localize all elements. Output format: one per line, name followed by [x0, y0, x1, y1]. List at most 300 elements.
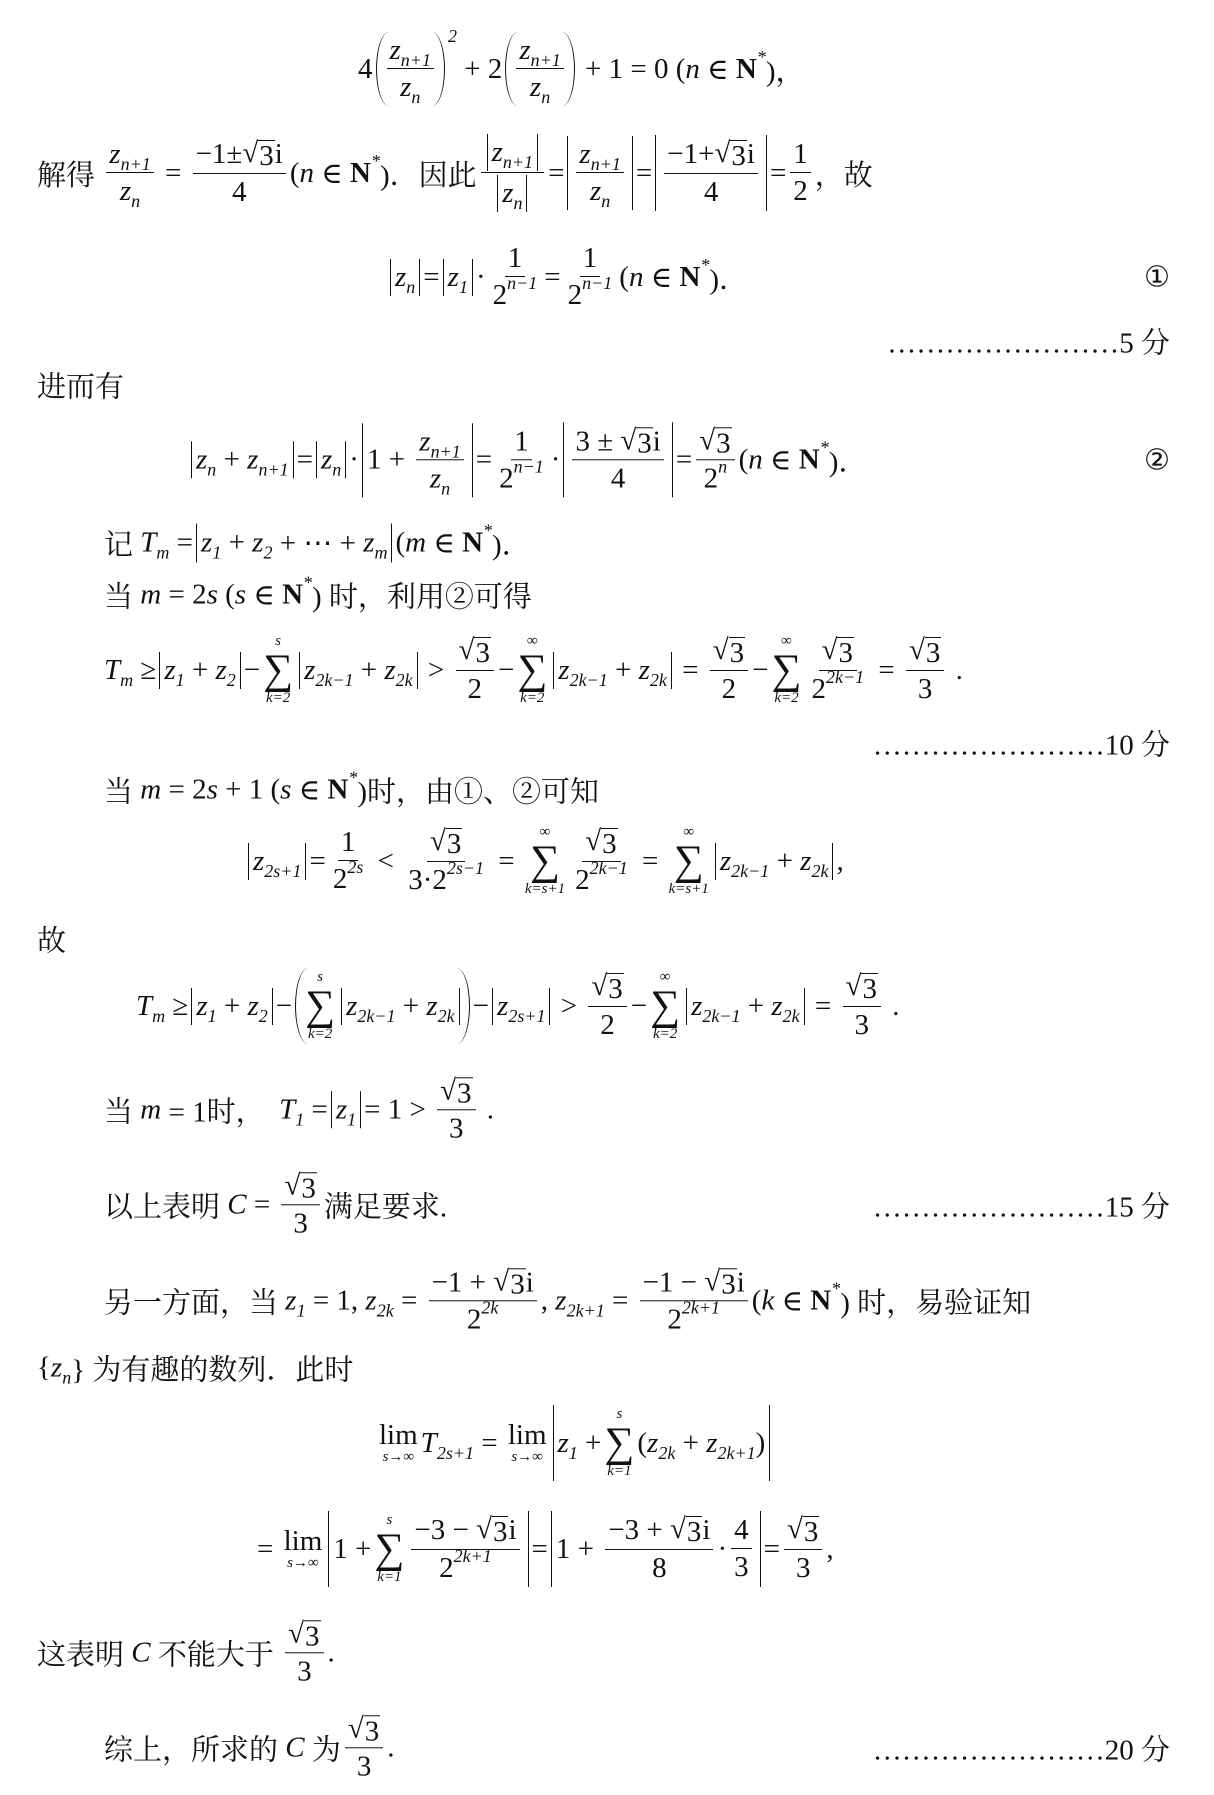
math-text: 为: [304, 1734, 341, 1767]
numerator: [582, 825, 620, 861]
solution-line: [104, 767, 600, 811]
radical-sign: √: [714, 137, 731, 170]
math-symbol: [691, 989, 741, 1026]
square-root: [620, 424, 652, 458]
superscript: *: [483, 520, 493, 541]
sigma-symbol: ∑: [530, 838, 560, 884]
math-text: (: [395, 526, 406, 559]
symbol-base: N: [810, 1284, 832, 1317]
math-symbol: [349, 150, 380, 190]
subscript: n: [513, 193, 523, 213]
symbol-base: z: [50, 1351, 63, 1384]
fraction: [696, 424, 734, 495]
absolute-value: [331, 1092, 361, 1129]
math-text: =: [423, 260, 440, 293]
solution-line: [37, 1617, 335, 1688]
summation: [604, 1407, 634, 1479]
math-symbol: [492, 273, 538, 312]
math-text: ,: [826, 1532, 834, 1565]
math-symbol: [285, 1284, 306, 1321]
fraction: [640, 1265, 748, 1336]
radical-sign: √: [908, 634, 925, 667]
symbol-base: z: [529, 71, 542, 103]
math-text: 1: [793, 138, 808, 170]
summation: [305, 970, 335, 1042]
symbol-base: N: [462, 526, 484, 559]
numerator: [731, 1514, 752, 1549]
solution-line: [37, 919, 66, 960]
radicand: 3: [492, 1516, 508, 1549]
subscript: n: [332, 459, 342, 480]
symbol-base: z: [519, 34, 531, 66]
subscript: n+1: [530, 50, 561, 70]
lim-subscript: s→∞: [511, 1449, 543, 1466]
math-text: 1 +: [366, 443, 413, 476]
square-root: [909, 634, 941, 668]
math-text: 综上，所求的: [104, 1734, 286, 1767]
superscript: *: [370, 150, 380, 171]
math-text: 4: [703, 175, 719, 208]
math-text: ∈: [426, 527, 463, 560]
math-text: ·: [349, 443, 359, 476]
symbol-base: C: [285, 1731, 305, 1764]
sigma-symbol: ∑: [305, 983, 336, 1029]
math-text: =: [393, 1284, 425, 1317]
math-symbol: [332, 857, 364, 896]
math-text: 这表明: [37, 1639, 132, 1672]
subscript: 2k+1: [717, 1442, 756, 1463]
solution-line: [245, 825, 844, 897]
math-text: −: [630, 989, 648, 1022]
absolute-value: [196, 524, 392, 563]
summation: [263, 634, 293, 706]
denominator: [597, 1007, 618, 1042]
radicand: 3: [803, 1516, 819, 1549]
summation: [650, 970, 680, 1042]
denominator: [436, 1545, 495, 1585]
radicand: 3: [729, 637, 745, 670]
fraction: [481, 134, 544, 212]
symbol-base: z: [426, 989, 438, 1022]
math-symbol: [529, 71, 551, 107]
absolute-value: [341, 988, 460, 1025]
math-text: 8: [652, 1551, 667, 1584]
symbol-base: z: [119, 175, 132, 207]
denominator: [405, 857, 487, 897]
symbol-base: z: [215, 653, 227, 686]
math-symbol: [555, 1284, 605, 1321]
numerator: [843, 970, 881, 1006]
square-root: [476, 1513, 508, 1547]
radical-sign: √: [591, 970, 608, 1003]
math-symbol: [252, 526, 273, 563]
fraction: [565, 242, 616, 312]
math-text: ∈: [314, 157, 350, 190]
sigma-symbol: ∑: [650, 983, 681, 1029]
math-text: 当: [104, 776, 141, 809]
math-text: 进而有: [37, 371, 125, 404]
radical-sign: √: [787, 1513, 803, 1546]
symbol-base: s: [234, 578, 247, 611]
math-text: +: [577, 1426, 602, 1459]
symbol-base: z: [253, 844, 265, 877]
math-symbol: [280, 774, 291, 807]
math-text: =: [257, 1532, 281, 1565]
math-symbol: [420, 1426, 474, 1463]
fraction: [490, 242, 541, 312]
absolute-value: [686, 988, 805, 1025]
math-text: )．: [828, 446, 868, 479]
symbol-base: N: [349, 156, 371, 189]
math-text: +: [221, 526, 253, 559]
symbol-base: z: [252, 526, 264, 559]
sigma-symbol: ∑: [673, 838, 704, 884]
math-text: i: [274, 138, 283, 170]
denominator: [587, 173, 613, 211]
math-text: ) 时，利用②可得: [312, 581, 532, 614]
superscript: 2s: [347, 857, 364, 877]
fraction: [405, 825, 487, 896]
math-text: = 2: [161, 578, 207, 611]
math-text: =: [246, 1188, 278, 1221]
math-text: 3: [734, 1551, 749, 1583]
symbol-base: z: [558, 653, 570, 686]
math-text: i: [508, 1514, 517, 1546]
symbol-base: z: [400, 71, 412, 103]
superscript: *: [831, 1278, 841, 1299]
fraction: [411, 1513, 519, 1584]
math-text: −: [497, 653, 515, 686]
math-text: =: [763, 1532, 780, 1565]
subscript: n: [406, 276, 416, 297]
sum-upper: ∞: [539, 824, 551, 840]
math-text: 3: [356, 1750, 372, 1783]
math-text: +: [769, 844, 801, 877]
subscript: n: [411, 87, 421, 107]
math-text: ∈: [643, 261, 680, 294]
symbol-base: n: [685, 52, 700, 85]
math-symbol: [164, 653, 185, 690]
math-text: ): [755, 1426, 766, 1459]
math-text: (: [751, 1284, 762, 1317]
math-text: =: [309, 844, 326, 877]
symbol-base: T: [420, 1426, 437, 1459]
square-root: [714, 137, 746, 171]
math-symbol: [285, 1732, 304, 1765]
fraction: [572, 424, 663, 495]
symbol-base: z: [719, 844, 732, 877]
math-text: + 1 (: [217, 773, 281, 806]
subscript: 2: [263, 542, 273, 563]
denominator: [229, 174, 250, 209]
math-text: )，: [765, 55, 805, 88]
fraction: [588, 970, 626, 1041]
math-symbol: [502, 177, 523, 213]
superscript: 2k: [481, 1297, 499, 1318]
math-text: i: [746, 138, 755, 170]
math-text: =: [675, 443, 693, 476]
solution-line: [136, 968, 899, 1044]
numerator: [106, 138, 153, 173]
numerator: [710, 634, 748, 670]
math-symbol: [800, 844, 829, 881]
radical-sign: √: [712, 634, 729, 667]
denominator: [701, 456, 731, 496]
math-text: =: [157, 156, 189, 189]
subscript: 2k: [437, 1005, 455, 1026]
subscript: 2k: [811, 860, 829, 881]
absolute-value: [497, 175, 527, 212]
numerator: [664, 137, 758, 173]
denominator: [491, 173, 533, 212]
solution-line: [358, 26, 805, 107]
summation: [669, 825, 709, 897]
symbol-base: z: [196, 443, 208, 476]
fraction: [710, 634, 748, 705]
math-text: 1: [582, 242, 598, 274]
math-text: 2: [793, 175, 808, 207]
math-text: 另一方面，当: [104, 1287, 286, 1320]
sum-upper: ∞: [526, 633, 538, 649]
absolute-value: [487, 134, 538, 171]
numerator: [456, 634, 494, 670]
solution-line: [376, 1405, 773, 1481]
numerator: [416, 425, 463, 460]
math-symbol: [647, 1426, 676, 1463]
subscript: 1: [458, 276, 468, 297]
sum-lower: k=2: [307, 1026, 333, 1042]
absolute-value: [443, 259, 473, 296]
math-symbol: [304, 653, 354, 690]
symbol-base: N: [798, 443, 820, 476]
math-text: >: [553, 989, 585, 1022]
numerator: [640, 1265, 748, 1301]
subscript: 2k+1: [566, 1300, 605, 1321]
square-root: [787, 1513, 819, 1547]
fraction: [790, 138, 811, 208]
absolute-value: [390, 259, 420, 296]
subscript: n+1: [430, 441, 461, 461]
math-text: ，故: [814, 159, 873, 192]
math-symbol: [567, 273, 613, 312]
math-symbol: [439, 1545, 492, 1585]
math-text: 1 +: [333, 1532, 372, 1565]
square-root: [288, 1617, 320, 1651]
numerator: [906, 634, 944, 670]
math-symbol: [810, 1278, 841, 1318]
numerator: [572, 424, 663, 460]
math-symbol: [227, 1189, 246, 1222]
math-text: (: [637, 1426, 648, 1459]
absolute-value: [655, 135, 767, 210]
math-symbol: [590, 175, 611, 211]
fraction: [576, 138, 623, 211]
equation-number: ②: [1144, 444, 1170, 477]
math-text: =: [769, 156, 787, 189]
symbol-base: z: [395, 260, 407, 293]
math-text: 故: [37, 925, 67, 958]
subscript: 2k: [395, 669, 413, 690]
sum-lower: k=s+1: [668, 881, 709, 897]
sum-lower: k=1: [377, 1569, 402, 1585]
lim-label: lim: [283, 1524, 323, 1557]
superscript: n−1: [507, 273, 538, 293]
radicand: 3: [716, 427, 731, 460]
denominator: [793, 1550, 814, 1585]
limit: [284, 1526, 323, 1572]
math-symbol: [395, 260, 416, 297]
sigma-symbol: ∑: [604, 1420, 635, 1466]
symbol-base: z: [384, 653, 396, 686]
math-text: } 为有趣的数列．此时: [71, 1354, 354, 1387]
score-marker: ……………………5 分: [887, 327, 1170, 360]
math-text: ∈: [291, 774, 328, 807]
subscript: 1: [568, 1442, 578, 1463]
math-symbol: [327, 767, 358, 807]
math-symbol: [575, 857, 628, 897]
symbol-base: m: [140, 1093, 162, 1126]
fraction: [784, 1513, 822, 1584]
symbol-base: s: [206, 578, 218, 611]
numerator: [505, 242, 526, 277]
subscript: m: [120, 669, 134, 690]
radical-sign: √: [699, 424, 716, 457]
square-root: [699, 424, 731, 458]
math-text: ≥: [165, 989, 189, 1022]
symbol-base: k: [761, 1284, 775, 1317]
subscript: 2k: [376, 1300, 394, 1321]
fraction: [437, 1074, 475, 1145]
math-text: = 1时，: [161, 1096, 280, 1129]
lim-subscript: s→∞: [382, 1449, 415, 1466]
radicand: 3: [721, 1268, 736, 1301]
math-text: 记: [104, 529, 141, 562]
math-symbol: [497, 989, 546, 1026]
fraction: [731, 1514, 752, 1584]
math-symbol: [253, 844, 302, 881]
radical-sign: √: [284, 1169, 301, 1202]
subscript: n: [62, 1367, 72, 1388]
numerator: [580, 242, 601, 277]
math-text: (: [217, 578, 235, 611]
fraction: [281, 1169, 319, 1240]
math-symbol: [557, 1426, 578, 1463]
sum-lower: k=2: [265, 690, 291, 706]
math-symbol: [462, 520, 493, 560]
symbol-base: m: [140, 578, 162, 611]
denominator: [572, 857, 631, 897]
absolute-value: [191, 442, 294, 479]
denominator: [464, 1297, 502, 1337]
symbol-base: n: [628, 260, 644, 293]
numerator: [790, 138, 811, 173]
math-symbol: [798, 437, 829, 477]
denominator: [851, 1007, 872, 1042]
math-text: )．: [492, 529, 531, 562]
symbol-base: z: [365, 1284, 377, 1317]
math-text: = 1,: [305, 1284, 366, 1317]
symbol-base: z: [771, 989, 783, 1022]
sum-upper: s: [386, 1512, 393, 1528]
math-symbol: [748, 444, 763, 477]
math-text: −3 +: [608, 1514, 670, 1546]
subscript: 2: [258, 1005, 268, 1026]
sum-lower: k=2: [774, 690, 799, 706]
lim-label: lim: [507, 1418, 547, 1451]
square-root: [348, 1712, 380, 1746]
symbol-base: s: [280, 773, 292, 806]
subscript: n: [541, 87, 551, 107]
radicand: 3: [301, 1172, 316, 1205]
math-symbol: [207, 774, 218, 807]
math-symbol: [140, 774, 161, 807]
absolute-value: [328, 1511, 528, 1587]
denominator: [808, 666, 867, 706]
denominator: [608, 461, 629, 496]
solution-line: [104, 1169, 447, 1240]
math-symbol: [419, 425, 461, 461]
fraction: [456, 634, 494, 705]
subscript: 1: [175, 669, 185, 690]
fraction: [843, 970, 881, 1041]
radicand: 3: [838, 637, 853, 670]
math-text: +: [740, 989, 772, 1022]
symbol-base: z: [691, 989, 703, 1022]
fraction: [496, 425, 547, 495]
subscript: m: [152, 1005, 166, 1026]
numerator: [516, 34, 563, 69]
denominator: [294, 1654, 315, 1689]
symbol-base: z: [109, 138, 121, 170]
subscript: 2s+1: [264, 860, 302, 881]
radicand: 3: [475, 637, 490, 670]
symbol-base: z: [201, 526, 213, 559]
radical-sign: √: [242, 137, 259, 170]
subscript: n: [441, 478, 451, 498]
numerator: [285, 1617, 323, 1653]
symbol-base: 2: [492, 279, 508, 311]
numerator: [437, 1074, 475, 1110]
math-symbol: [735, 46, 766, 86]
square-root: [670, 1513, 702, 1547]
superscript: 2k−1: [825, 666, 865, 687]
math-text: −: [275, 989, 293, 1022]
denominator: [446, 1111, 467, 1146]
math-text: )．因此: [379, 159, 477, 192]
math-text: 1: [507, 242, 523, 274]
math-symbol: [279, 1093, 305, 1130]
denominator: [915, 671, 936, 706]
math-symbol: [629, 261, 644, 294]
scripted-group: [373, 26, 457, 107]
absolute-value: [299, 652, 418, 689]
superscript: 2k−1: [589, 857, 628, 878]
math-symbol: [201, 526, 222, 563]
math-text: 4: [734, 1514, 749, 1546]
subscript: 2k−1: [315, 669, 354, 690]
symbol-base: N: [282, 578, 304, 611]
superscript: *: [700, 254, 710, 275]
absolute-value: [248, 843, 306, 880]
math-text: +: [607, 653, 639, 686]
symbol-base: N: [679, 260, 701, 293]
math-text: 3: [449, 1112, 464, 1145]
square-root: [585, 825, 617, 859]
math-symbol: [719, 844, 770, 881]
subscript: n: [131, 191, 141, 211]
math-symbol: [50, 1351, 72, 1388]
solution-line: [37, 365, 124, 406]
